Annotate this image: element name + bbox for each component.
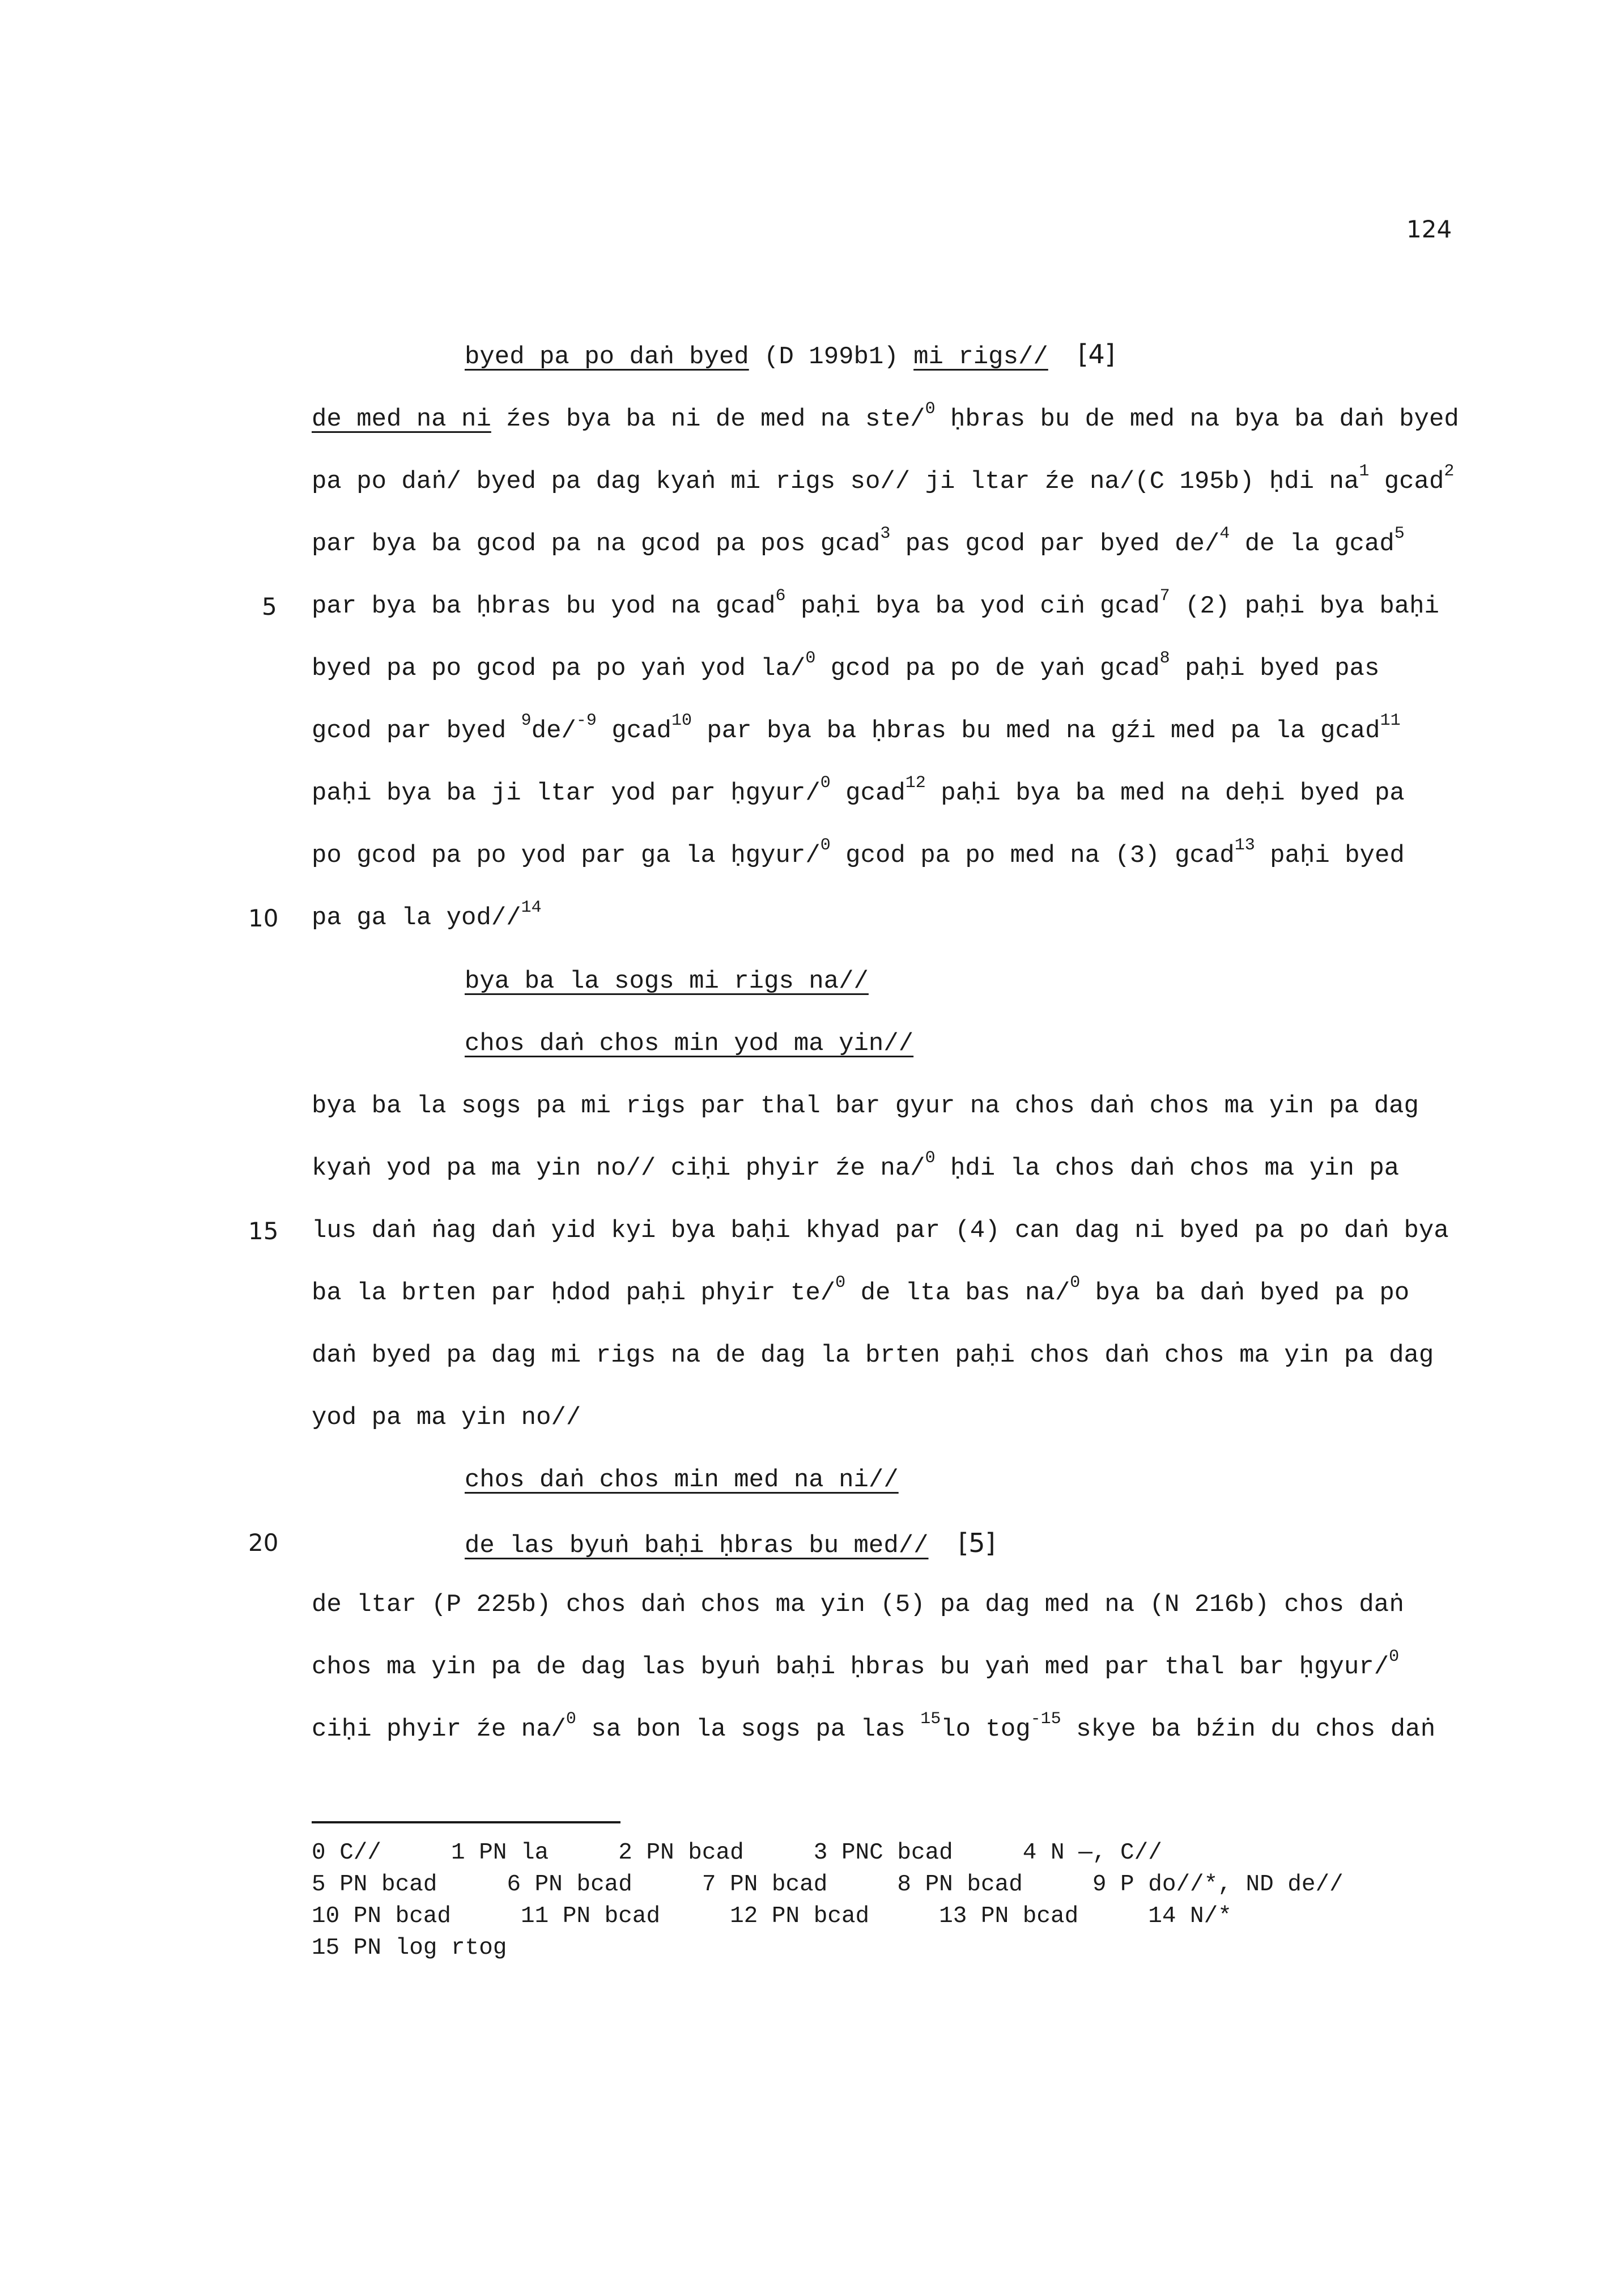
footnote-ref: 13 — [1234, 836, 1255, 855]
footnote-ref: 8 — [1159, 649, 1170, 668]
text-line-17 — [312, 1647, 1400, 1681]
verse-heading-5-text: de las byuṅ baḥi ḥbras bu med// — [465, 1532, 929, 1560]
footnote-ref: 4 — [1219, 524, 1230, 543]
footnote-ref: 0 — [925, 399, 936, 419]
verse-heading-2-text: bya ba la sogs mi rigs na// — [465, 967, 869, 996]
text-line-4-part-b: paḥi bya ba yod ciṅ gcad — [785, 592, 1160, 620]
footnote-ref: 11 — [1380, 711, 1401, 730]
line-number-20: 20 — [248, 1529, 279, 1557]
text-line-10: bya ba la sogs pa mi rigs par thal bar gyur na chos daṅ chos ma yin pa dag — [312, 1092, 1419, 1120]
text-line-1-part-b: źes bya ba ni de med na ste/ — [491, 405, 925, 433]
footnote-ref: 7 — [1159, 586, 1170, 606]
verse-number-5: [5] — [958, 1528, 996, 1558]
footnote-line-1: 0 C// 1 PN la 2 PN bcad 3 PNC bcad 4 N —, C// — [312, 1840, 1162, 1866]
text-line-13 — [312, 1273, 1410, 1307]
text-line-18-part-a: ciḥi phyir źe na/ — [312, 1715, 566, 1744]
verse-heading-1 — [465, 341, 1115, 369]
text-line-8 — [312, 836, 1405, 870]
text-line-3 — [312, 524, 1405, 558]
text-line-11-part-a: kyaṅ yod pa ma yin no// ciḥi phyir źe na/ — [312, 1154, 925, 1183]
footnote-ref: -9 — [576, 711, 597, 730]
text-line-6-part-b: de/ — [531, 717, 576, 745]
footnote-ref: 12 — [905, 773, 926, 793]
text-line-3-part-c: de la gcad — [1230, 530, 1395, 558]
text-line-13-part-a: ba la brten par ḥdod paḥi phyir te/ — [312, 1279, 836, 1307]
text-line-4 — [312, 586, 1439, 620]
footnote-line-2: 5 PN bcad 6 PN bcad 7 PN bcad 8 PN bcad 9 P do//*, ND de// — [312, 1872, 1344, 1898]
text-line-3-part-b: pas gcod par byed de/ — [890, 530, 1220, 558]
footnote-ref: 10 — [671, 711, 692, 730]
text-line-11-part-b: ḥdi la chos daṅ chos ma yin pa — [935, 1154, 1400, 1183]
footnote-ref: 0 — [820, 836, 831, 855]
footnote-ref: 0 — [1389, 1647, 1400, 1666]
line-number-15: 15 — [248, 1217, 279, 1245]
text-line-11 — [312, 1149, 1400, 1183]
text-line-1 — [312, 399, 1459, 433]
verse-heading-1-part-b: mi rigs// — [913, 343, 1048, 371]
verse-heading-3-text: chos daṅ chos min yod ma yin// — [465, 1030, 914, 1058]
line-number-5: 5 — [262, 593, 277, 620]
footnote-ref: 0 — [1070, 1273, 1081, 1292]
text-line-15: yod pa ma yin no// — [312, 1404, 581, 1432]
text-line-4-part-c: (2) paḥi bya baḥi — [1170, 592, 1439, 620]
verse-heading-5 — [465, 1530, 996, 1558]
text-line-5-part-c: paḥi byed pas — [1170, 654, 1380, 683]
verse-heading-3 — [465, 1031, 913, 1056]
verse-heading-2 — [465, 969, 869, 994]
line-number-10: 10 — [248, 904, 279, 932]
footnote-ref: 0 — [820, 773, 831, 793]
verse-heading-1-ref: (D 199b1) — [749, 343, 914, 371]
footnote-ref: 15 — [920, 1710, 941, 1729]
text-line-4-part-a: par bya ba ḥbras bu yod na gcad — [312, 592, 776, 620]
footnote-rule — [312, 1821, 620, 1823]
page-number: 124 — [1406, 215, 1452, 243]
text-line-6-part-d: par bya ba ḥbras bu med na gźi med pa la gcad — [691, 717, 1380, 745]
footnote-ref: 0 — [925, 1149, 936, 1168]
verse-heading-4 — [465, 1468, 899, 1493]
text-line-18-part-c: lo tog — [941, 1715, 1031, 1744]
text-line-18-part-b: sa bon la sogs pa las — [576, 1715, 921, 1744]
footnote-ref: 6 — [775, 586, 786, 606]
text-line-2-part-b: gcad — [1369, 467, 1444, 496]
text-line-18-part-d: skye ba bźin du chos daṅ — [1061, 1715, 1435, 1744]
text-line-6-part-c: gcad — [596, 717, 671, 745]
text-line-8-part-b: gcod pa po med na (3) gcad — [830, 841, 1235, 870]
text-line-7-part-a: paḥi bya ba ji ltar yod par ḥgyur/ — [312, 779, 820, 807]
text-line-6 — [312, 711, 1401, 745]
text-line-5-part-b: gcod pa po de yaṅ gcad — [815, 654, 1160, 683]
text-line-14: daṅ byed pa dag mi rigs na de dag la brten paḥi chos daṅ chos ma yin pa dag — [312, 1341, 1434, 1370]
text-line-7 — [312, 773, 1405, 807]
verse-heading-1-part-a: byed pa po daṅ byed — [465, 343, 749, 371]
verse-heading-4-text: chos daṅ chos min med na ni// — [465, 1466, 899, 1494]
footnote-ref: 1 — [1359, 462, 1370, 481]
text-line-5-part-a: byed pa po gcod pa po yaṅ yod la/ — [312, 654, 806, 683]
text-line-17-part-a: chos ma yin pa de dag las byuṅ baḥi ḥbras bu yaṅ med par thal bar ḥgyur/ — [312, 1653, 1389, 1681]
verse-number-4: [4] — [1078, 339, 1115, 369]
text-line-6-part-a: gcod par byed — [312, 717, 521, 745]
text-line-9-part-a: pa ga la yod// — [312, 904, 521, 932]
text-line-13-part-b: de lta bas na/ — [845, 1279, 1070, 1307]
text-line-7-part-c: paḥi bya ba med na deḥi byed pa — [925, 779, 1405, 807]
footnote-ref: 3 — [880, 524, 891, 543]
footnote-ref: 0 — [835, 1273, 846, 1292]
text-line-2 — [312, 462, 1455, 496]
text-line-13-part-c: bya ba daṅ byed pa po — [1080, 1279, 1410, 1307]
footnote-ref: 0 — [805, 649, 816, 668]
footnote-ref: -15 — [1030, 1710, 1061, 1729]
footnote-line-3: 10 PN bcad 11 PN bcad 12 PN bcad 13 PN bcad 14 N/* — [312, 1903, 1232, 1929]
text-line-1-lemma: de med na ni — [312, 405, 491, 433]
text-line-7-part-b: gcad — [830, 779, 905, 807]
footnote-ref: 0 — [566, 1710, 576, 1729]
text-line-18 — [312, 1710, 1435, 1744]
text-line-9 — [312, 898, 542, 932]
footnote-ref: 2 — [1444, 462, 1455, 481]
text-line-3-part-a: par bya ba gcod pa na gcod pa pos gcad — [312, 530, 881, 558]
text-line-5 — [312, 649, 1380, 683]
text-line-16: de ltar (P 225b) chos daṅ chos ma yin (5) pa dag med na (N 216b) chos daṅ — [312, 1591, 1404, 1619]
text-line-2-part-a: pa po daṅ/ byed pa dag kyaṅ mi rigs so// ji ltar źe na/(C 195b) ḥdi na — [312, 467, 1359, 496]
footnote-line-4: 15 PN log rtog — [312, 1935, 507, 1961]
footnote-ref: 9 — [521, 711, 532, 730]
footnote-ref: 14 — [521, 898, 542, 917]
footnote-ref: 5 — [1394, 524, 1405, 543]
text-line-8-part-c: paḥi byed — [1255, 841, 1405, 870]
text-line-12: lus daṅ ṅag daṅ yid kyi bya baḥi khyad par (4) can dag ni byed pa po daṅ bya — [312, 1217, 1449, 1245]
text-line-1-part-c: ḥbras bu de med na bya ba daṅ byed — [935, 405, 1459, 433]
text-line-8-part-a: po gcod pa po yod par ga la ḥgyur/ — [312, 841, 820, 870]
